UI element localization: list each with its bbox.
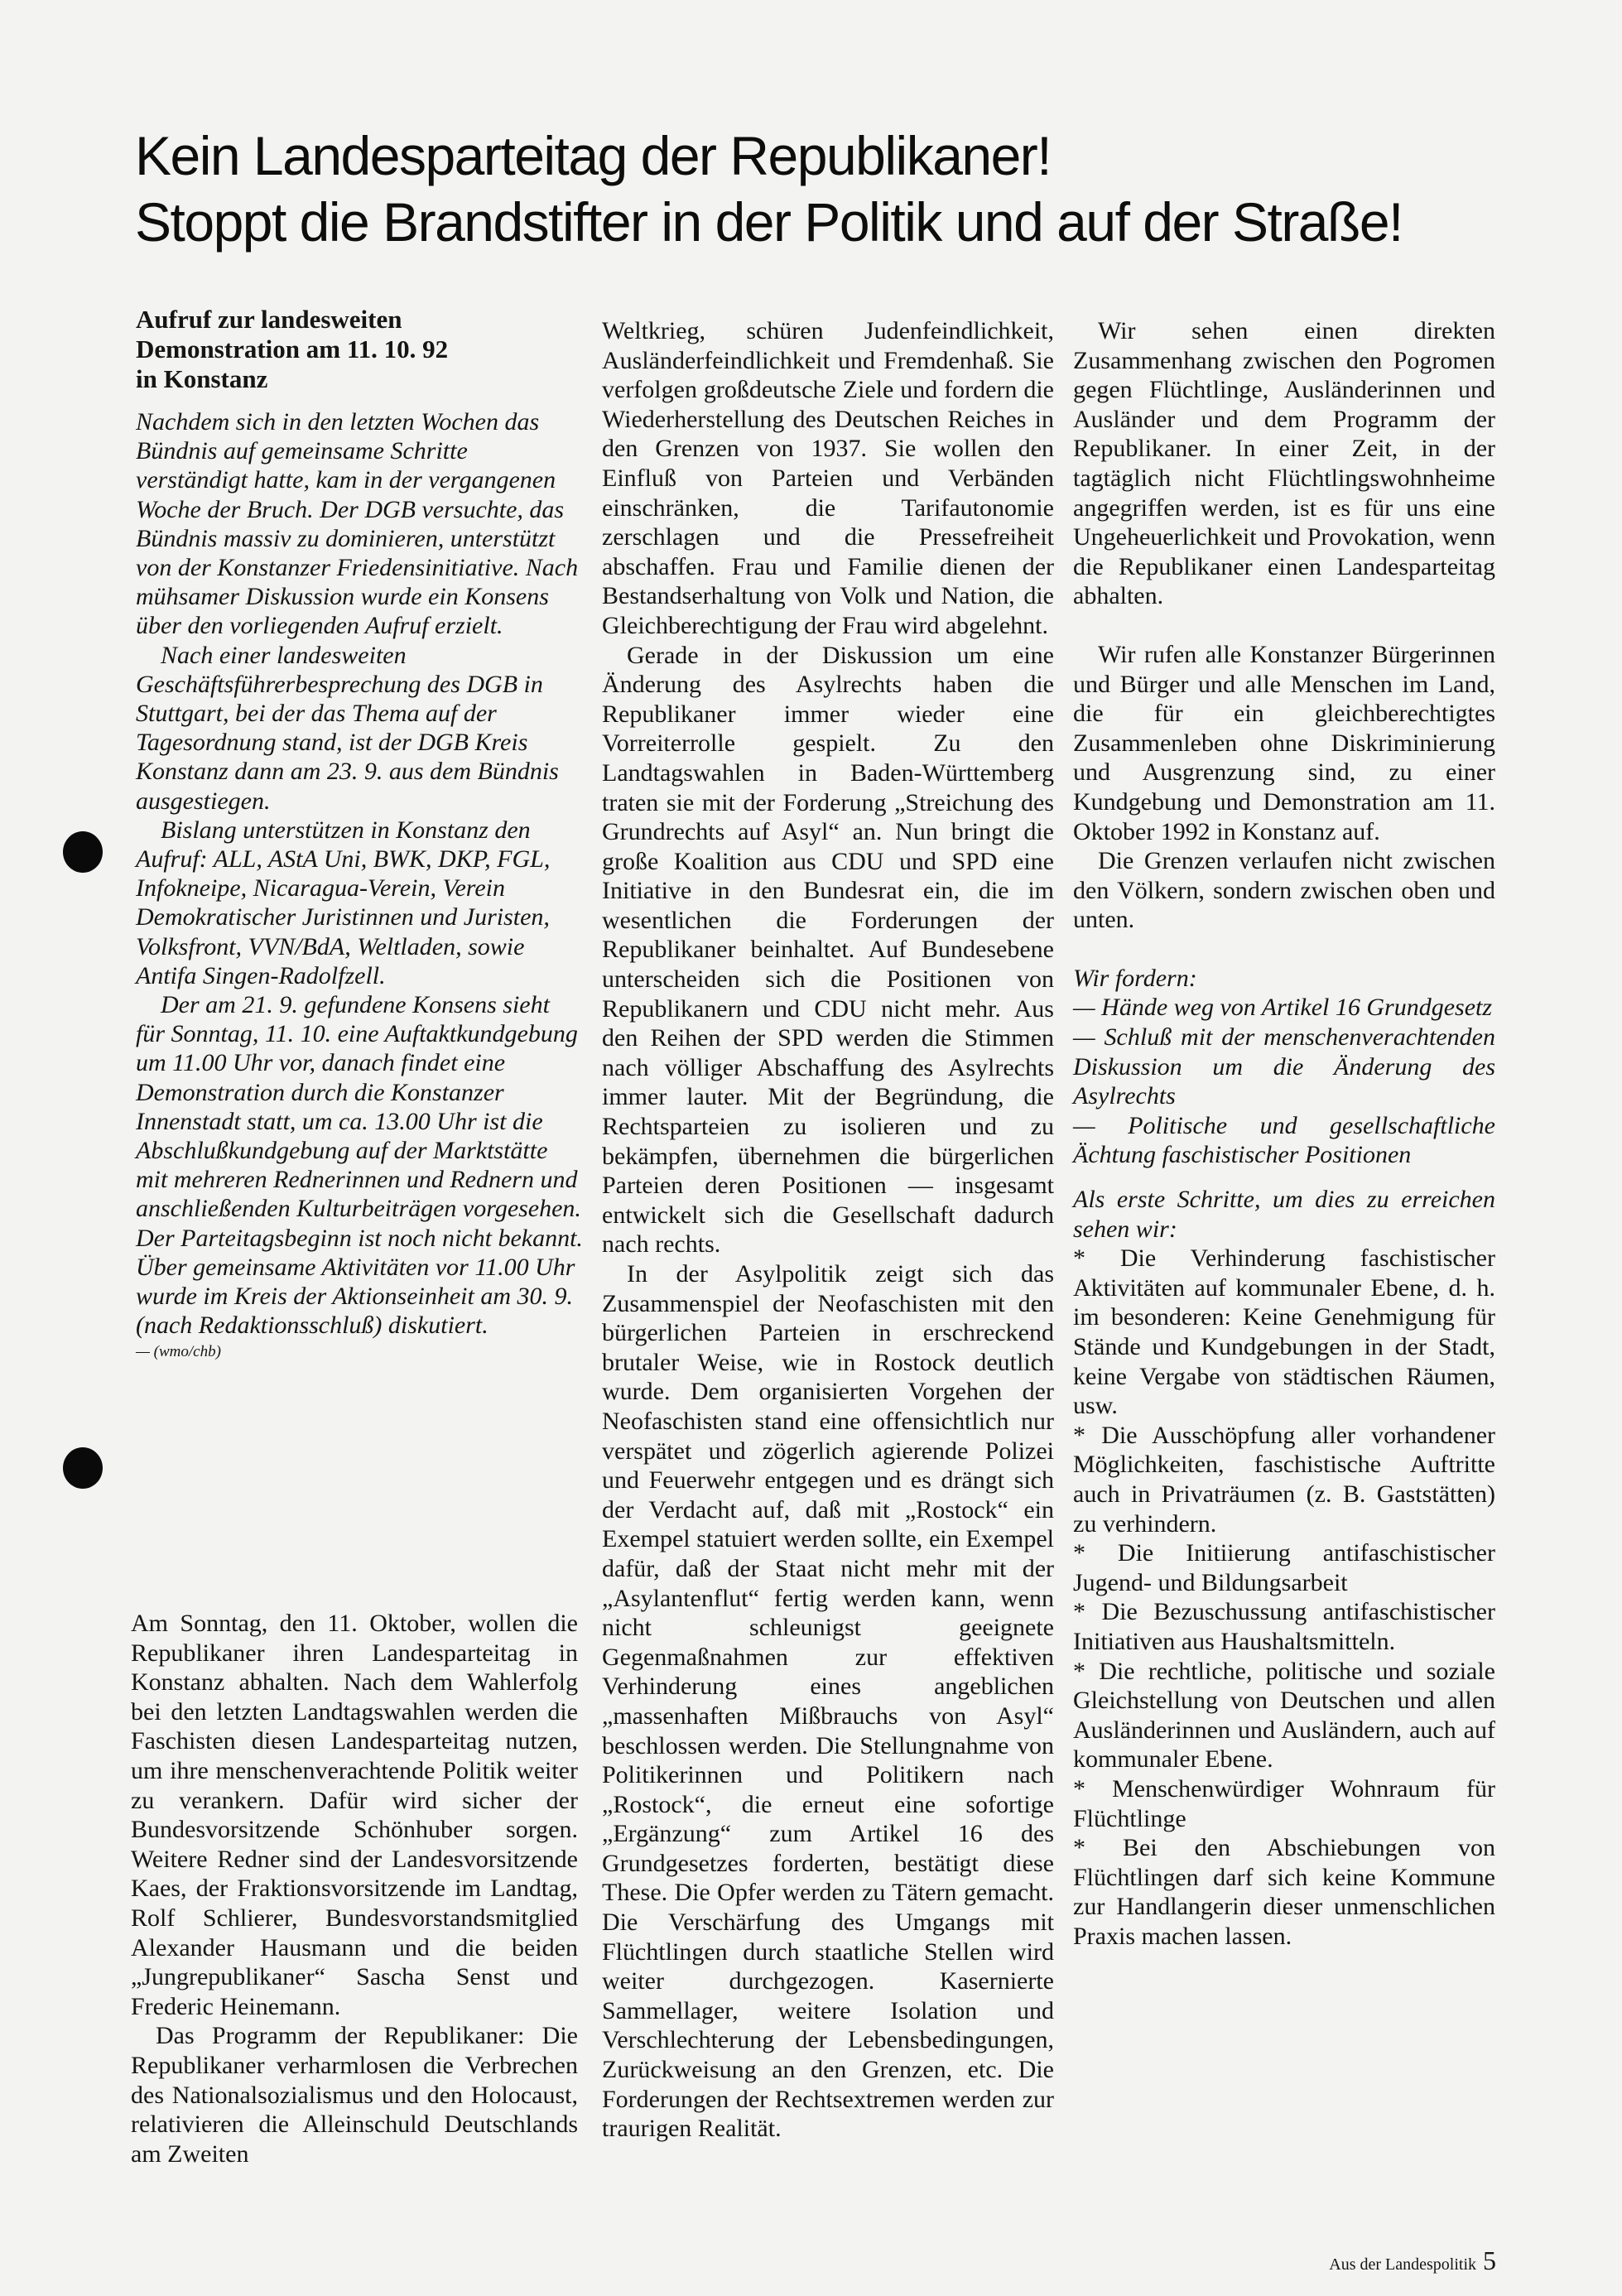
article-paragraph: Wir sehen einen direkten Zusammenhang zwischen den Pogromen gegen Flüchtlinge, Ausländerinnen und Ausländer und dem Programm der Republikaner. In einer Zeit, in der tagtäglich nicht Flüchtlingswohnheime angegriffen werden, ist es für uns eine Ungeheuerlichkeit und Provokation, wenn die Republikaner einen Landesparteitag abhalten. <box>1073 317 1495 610</box>
intro-title-line: Demonstration am 11. 10. 92 <box>136 335 449 363</box>
step-item: * Die Initiierung antifaschistischer Jugend- und Bildungsarbeit <box>1073 1539 1495 1596</box>
headline-line-2: Stoppt die Brandstifter in der Politik und auf der Straße! <box>135 191 1403 253</box>
intro-title-line: Aufruf zur landesweiten <box>136 305 402 334</box>
article-column-1 <box>131 1609 578 2168</box>
section-label: Aus der Landespolitik <box>1329 2255 1476 2274</box>
article-paragraph: Am Sonntag, den 11. Oktober, wollen die Republikaner ihren Landesparteitag in Konstanz abhalten. Nach dem Wahlerfolg bei den letzten Landtagswahlen werden die Faschisten diesen Landesparteitag nutzen, um ihre menschenverachtende Politik weiter zu verankern. Dafür wird sicher der Bundesvorsitzende Schönhuber sorgen. Weitere Redner sind der Landesvorsitzende Kaes, der Fraktionsvorsitzende im Landtag, Rolf Schlierer, Bundesvorstandsmitglied Alexander Hausmann und die beiden „Jungrepublikaner“ Sascha Senst und Frederic Heinemann. <box>131 1610 578 2020</box>
intro-title-line: in Konstanz <box>136 364 268 393</box>
demands-title: Wir fordern: <box>1073 964 1197 992</box>
page-footer <box>1329 2245 1496 2276</box>
article-paragraph: In der Asylpolitik zeigt sich das Zusammenspiel der Neofaschisten mit den bürgerlichen Parteien in erschreckend brutaler Weise, wie in Rostock deutlich wurde. Dem organisierten Vorgehen der Neofaschisten stand eine offensichtlich nur verspätet und zögerlich agierende Polizei und Feuerwehr entgegen und es drängt sich der Verdacht auf, daß mit „Rostock“ ein Exempel statuiert werden sollte, ein Exempel dafür, daß der Staat nicht mehr mit der „Asylantenflut“ fertig werden kann, wenn nicht schleunigst geeignete Gegenmaßnahmen zur effektiven Verhinderung eines angeblichen „massenhaften Mißbrauchs von Asyl“ beschlossen werden. Die Stellungnahme von Politikerinnen und Politikern nach „Rostock“, die erneut eine sofortige „Ergänzung“ zum Artikel 16 des Grundgesetzes forderten, bestätigt diese These. Die Opfer werden zu Tätern gemacht. Die Verschärfung des Umgangs mit Flüchtlingen durch staatliche Stellen wird weiter durchgezogen. Kasernierte Sammellager, weitere Isolation und Verschlechterung der Lebensbedingungen, Zurückweisung an den Grenzen, etc. Die Forderungen der Rechtsextremen werden zur traurigen Realität. <box>602 1260 1054 2143</box>
article-paragraph: Das Programm der Republikaner: Die Republikaner verharmlosen die Verbrechen des Nationalsozialismus und den Holocaust, relativieren die Alleinschuld Deutschlands am Zweiten <box>131 2022 578 2168</box>
intro-title <box>136 305 583 394</box>
step-item: * Die Verhinderung faschistischer Aktivitäten auf kommunaler Ebene, d. h. im besonderen: Keine Genehmigung für Stände und Kundgebungen in der Stadt, keine Vergabe von städtischen Räumen, usw. <box>1073 1244 1495 1420</box>
article-paragraph: Weltkrieg, schüren Judenfeindlichkeit, Ausländerfeindlichkeit und Fremdenhaß. Sie verfolgen großdeutsche Ziele und fordern die Wiederherstellung des Deutschen Reiches in den Grenzen von 1937. Sie wollen den Einfluß von Parteien und Verbänden einschränken, die Tarifautonomie zerschlagen und die Pressefreiheit abschaffen. Frau und Familie dienen der Bestandserhaltung von Volk und Nation, die Gleichberechtigung der Frau wird abgelehnt. <box>602 317 1054 639</box>
byline: — (wmo/chb) <box>136 1342 221 1360</box>
step-item: * Die rechtliche, politische und soziale Gleichstellung von Deutschen und allen Ausländerinnen und Ausländern, auch auf kommunaler Ebene. <box>1073 1657 1495 1774</box>
article-column-2 <box>602 316 1054 2144</box>
article-paragraph: Wir rufen alle Konstanzer Bürgerinnen und Bürger und alle Menschen im Land, die für ein gleichberechtigtes Zusammenleben ohne Diskriminierung und Ausgrenzung sind, zu einer Kundgebung und Demonstration am 11. Oktober 1992 in Konstanz auf. <box>1073 640 1495 845</box>
demand-item: — Schluß mit der menschenverachtenden Diskussion um die Änderung des Asylrechts <box>1073 1023 1495 1110</box>
steps-title: Als erste Schritte, um dies zu erreichen sehen wir: <box>1073 1186 1495 1243</box>
step-item: * Menschenwürdiger Wohnraum für Flüchtlinge <box>1073 1774 1495 1832</box>
punch-hole-icon <box>63 831 103 873</box>
step-item: * Die Ausschöpfung aller vorhandener Möglichkeiten, faschistische Auftritte auch in Privaträumen (z. B. Gaststätten) zu verhindern. <box>1073 1421 1495 1538</box>
intro-paragraph: Bislang unterstützen in Konstanz den Aufruf: ALL, AStA Uni, BWK, DKP, FGL, Infokneipe, Nicaragua-Verein, Verein Demokratischer Juristinnen und Juristen, Volksfront, VVN/BdA, Weltladen, sowie Antifa Singen-Radolfzell. <box>136 816 551 989</box>
intro-paragraph: Nach einer landesweiten Geschäftsführerbesprechung des DGB in Stuttgart, bei der das Thema auf der Tagesordnung stand, ist der DGB Kreis Konstanz dann am 23. 9. aus dem Bündnis ausgestiegen. <box>136 641 559 815</box>
page-number: 5 <box>1483 2245 1496 2275</box>
headline <box>135 123 1543 255</box>
intro-paragraph: Nachdem sich in den letzten Wochen das Bündnis auf gemeinsame Schritte verständigt hatte, kam in der vergangenen Woche der Bruch. Der DGB versuchte, das Bündnis massiv zu dominieren, unterstützt von der Konstanzer Friedensinitiative. Nach mühsamer Diskussion wurde ein Konsens über den vorliegenden Aufruf erzielt. <box>136 408 579 640</box>
demand-item: — Hände weg von Artikel 16 Grundgesetz <box>1073 994 1493 1022</box>
article-column-3 <box>1073 316 1495 1951</box>
demand-item: — Politische und gesellschaftliche Ächtung faschistischer Positionen <box>1073 1111 1495 1169</box>
step-item: * Die Bezuschussung antifaschistischer Initiativen aus Haushaltsmitteln. <box>1073 1598 1495 1655</box>
headline-line-1: Kein Landesparteitag der Republikaner! <box>135 125 1052 186</box>
intro-paragraph: Der am 21. 9. gefundene Konsens sieht für Sonntag, 11. 10. eine Auftaktkundgebung um 11.00 Uhr vor, danach findet eine Demonstration durch die Konstanzer Innenstadt statt, um ca. 13.00 Uhr ist die Abschlußkundgebung auf der Marktstätte mit mehreren Rednerinnen und Rednern und anschließenden Kulturbeiträgen vorgesehen. Der Parteitagsbeginn ist noch nicht bekannt. Über gemeinsame Aktivitäten vor 11.00 Uhr wurde im Kreis der Aktionseinheit am 30. 9. (nach Redaktionsschluß) diskutiert. <box>136 991 583 1340</box>
article-paragraph: Die Grenzen verlaufen nicht zwischen den Völkern, sondern zwischen oben und unten. <box>1073 847 1495 934</box>
article-paragraph: Gerade in der Diskussion um eine Änderung des Asylrechts haben die Republikaner immer wieder eine Vorreiterrolle gespielt. Zu den Landtagswahlen in Baden-Württemberg traten sie mit der Forderung „Streichung des Grundrechts auf Asyl“ an. Nun bringt die große Koalition aus CDU und SPD eine Initiative in den Bundesrat ein, die im wesentlichen die Forderungen der Republikaner beinhaltet. Auf Bundesebene unterscheiden sich die Positionen von Republikanern und CDU nicht mehr. Aus den Reihen der SPD werden die Stimmen nach völliger Abschaffung des Asylrechts immer lauter. Mit der Begründung, die Rechtsparteien zu isolieren und zu bekämpfen, übernehmen die bürgerlichen Parteien deren Positionen — insgesamt entwickelt sich die Gesellschaft dadurch nach rechts. <box>602 641 1054 1259</box>
intro-box <box>136 305 583 1364</box>
punch-hole-icon <box>63 1447 103 1489</box>
intro-text <box>136 407 583 1364</box>
step-item: * Bei den Abschiebungen von Flüchtlingen darf sich keine Kommune zur Handlangerin dieser unmenschlichen Praxis machen lassen. <box>1073 1834 1495 1950</box>
